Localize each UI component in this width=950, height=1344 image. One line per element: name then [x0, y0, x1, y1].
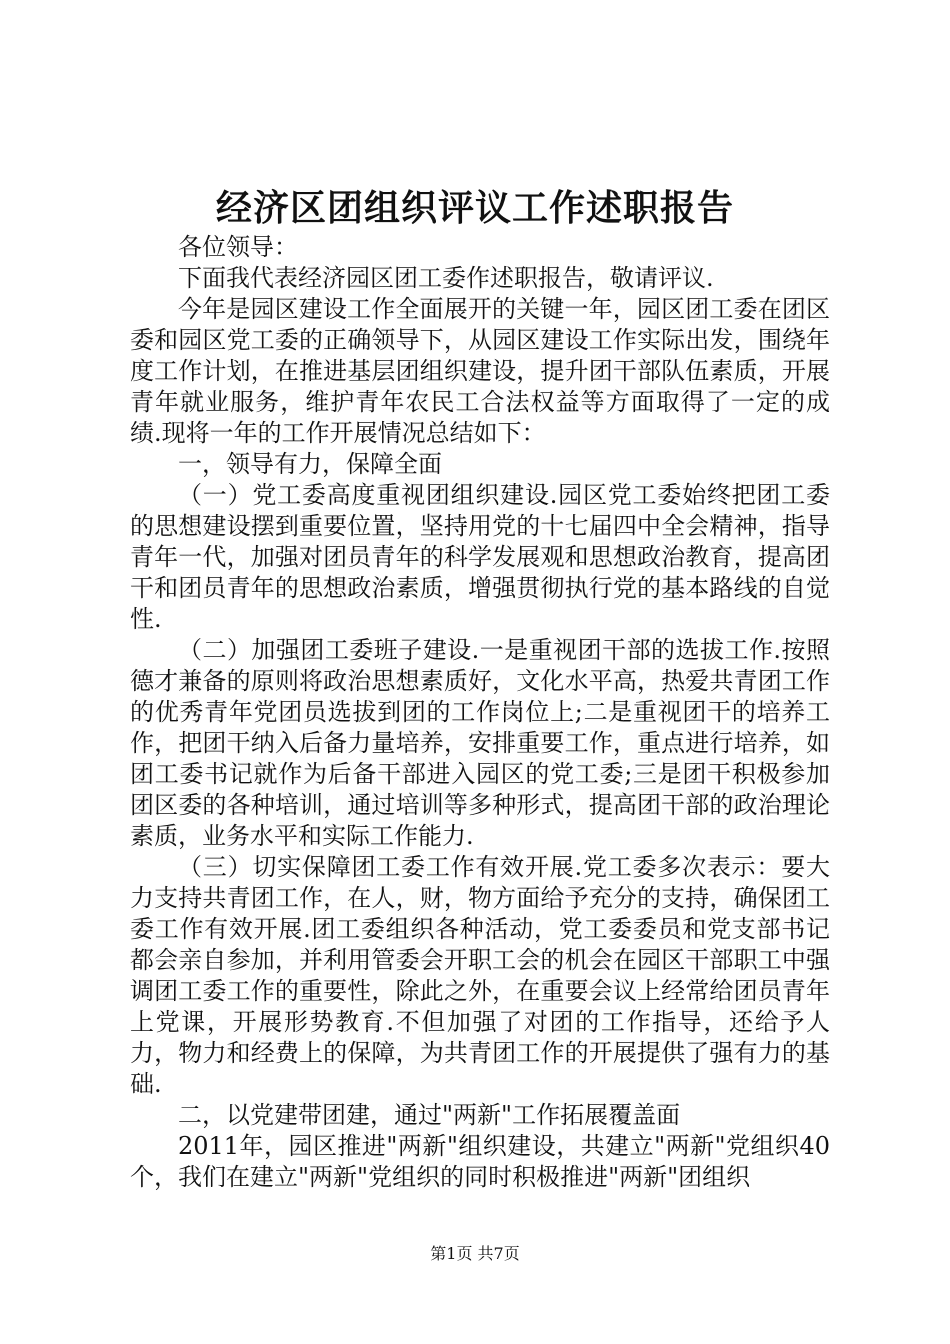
section-2-paragraph: 2011年，园区推进"两新"组织建设，共建立"两新"党组织40个，我们在建立"两新"党组织的同时积极推进"两新"团组织	[130, 1132, 830, 1191]
summary-paragraph: 今年是园区建设工作全面展开的关键一年，园区团工委在团区委和园区党工委的正确领导下，从园区建设工作实际出发，围绕年度工作计划，在推进基层团组织建设，提升团干部队伍素质，开展青年就业服务，维护青年农民工合法权益等方面取得了一定的成绩.现将一年的工作开展情况总结如下：	[130, 295, 830, 447]
section-heading-1: 一，领导有力，保障全面	[178, 450, 442, 478]
document-body	[130, 232, 830, 1193]
subsection-paragraph-1: （一）党工委高度重视团组织建设.园区党工委始终把团工委的思想建设摆到重要位置，坚持用党的十七届四中全会精神，指导青年一代，加强对团员青年的科学发展观和思想政治教育，提高团干和团员青年的思想政治素质，增强贯彻执行党的基本路线的自觉性.	[130, 481, 830, 633]
subsection-paragraph-2: （二）加强团工委班子建设.一是重视团干部的选拔工作.按照德才兼备的原则将政治思想素质好，文化水平高，热爱共青团工作的优秀青年党团员选拔到团的工作岗位上;二是重视团干的培养工作，把团干纳入后备力量培养，安排重要工作，重点进行培养，如团工委书记就作为后备干部进入园区的党工委;三是团干积极参加团区委的各种培训，通过培训等多种形式，提高团干部的政治理论素质，业务水平和实际工作能力.	[130, 636, 830, 850]
page-number-footer: 第1页 共7页	[430, 1244, 520, 1263]
subsection-paragraph-3: （三）切实保障团工委工作有效开展.党工委多次表示：要大力支持共青团工作，在人，财，物方面给予充分的支持，确保团工委工作有效开展.团工委组织各种活动，党工委委员和党支部书记都会亲自参加，并利用管委会开职工会的机会在园区干部职工中强调团工委工作的重要性，除此之外，在重要会议上经常给团员青年上党课，开展形势教育.不但加强了对团的工作指导，还给予人力，物力和经费上的保障，为共青团工作的开展提供了强有力的基础.	[130, 853, 830, 1098]
document-title: 经济区团组织评议工作述职报告	[215, 187, 734, 229]
salutation-paragraph: 各位领导：	[178, 233, 298, 261]
intro-paragraph: 下面我代表经济园区团工委作述职报告，敬请评议.	[178, 264, 714, 292]
section-heading-2: 二，以党建带团建，通过"两新"工作拓展覆盖面	[178, 1101, 681, 1129]
